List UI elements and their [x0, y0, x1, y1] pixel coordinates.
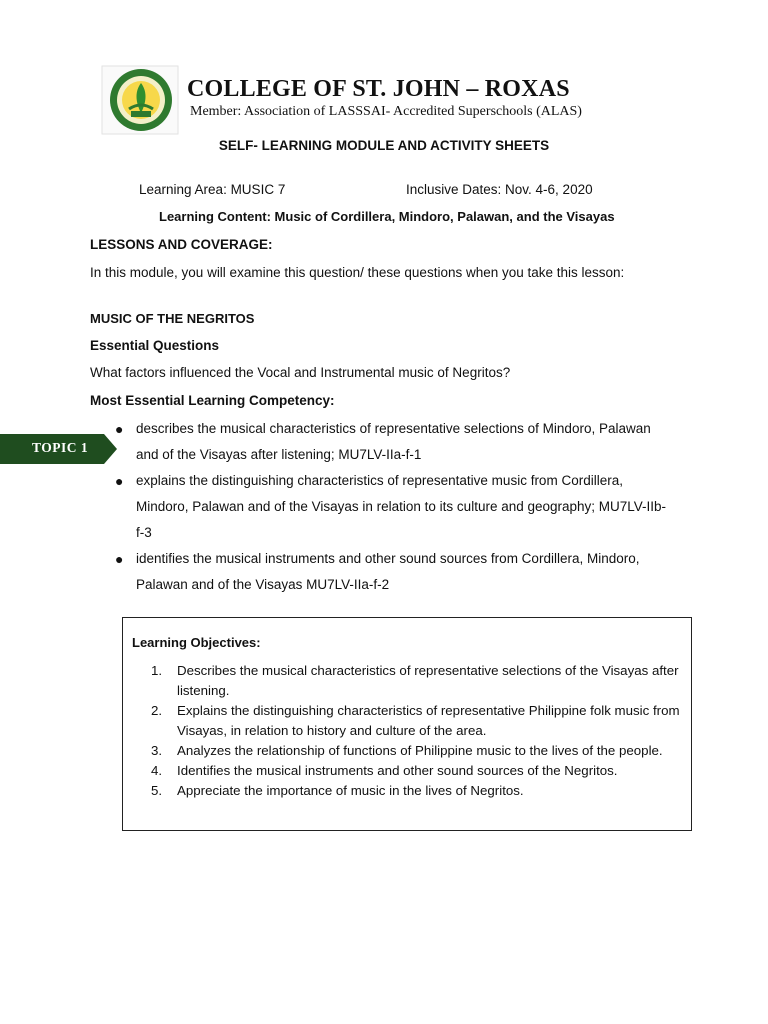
list-item [151, 781, 681, 801]
module-title: SELF- LEARNING MODULE AND ACTIVITY SHEETS [218, 138, 550, 153]
list-item [151, 661, 681, 701]
section-title: MUSIC OF THE NEGRITOS [90, 311, 255, 326]
list-item [151, 761, 681, 781]
topic-tab [0, 434, 118, 464]
college-name: COLLEGE OF ST. JOHN – ROXAS [187, 76, 570, 102]
list-item [151, 741, 681, 761]
list-item [151, 701, 681, 741]
item-number: 5. [151, 783, 163, 798]
bullet-icon: ● [115, 421, 124, 437]
competency-heading: Most Essential Learning Competency: [90, 393, 335, 408]
list-item-text: identifies the musical instruments and other sound sources from Cordillera, Mindoro, Palawan and of the Visayas MU7LV-IIa-f-2 [136, 551, 640, 592]
item-text: Analyzes the relationship of functions of Philippine music to the lives of the people. [177, 743, 663, 758]
membership-line: Member: Association of LASSSAI- Accredited Superschools (ALAS) [190, 104, 582, 119]
item-number: 1. [151, 663, 163, 678]
college-seal-icon [101, 65, 179, 135]
intro-paragraph: In this module, you will examine this question/ these questions when you take this lesson: [90, 265, 625, 280]
objectives-list [151, 661, 681, 801]
item-text: Appreciate the importance of music in the lives of Negritos. [177, 783, 524, 798]
topic-tab-label: TOPIC 1 [32, 440, 89, 455]
learning-area: Learning Area: MUSIC 7 [139, 182, 286, 197]
item-number: 4. [151, 763, 163, 778]
item-number: 3. [151, 743, 163, 758]
learning-content: Learning Content: Music of Cordillera, Mindoro, Palawan, and the Visayas [159, 209, 615, 224]
list-item-text: describes the musical characteristics of representative selections of Mindoro, Palawan and of the Visayas after listening; MU7LV-IIa-f-1 [136, 421, 651, 462]
item-number: 2. [151, 703, 163, 718]
item-text: Describes the musical characteristics of representative selections of the Visayas after listening. [177, 663, 679, 698]
item-text: Identifies the musical instruments and other sound sources of the Negritos. [177, 763, 618, 778]
item-text: Explains the distinguishing characteristics of representative Philippine folk music from Visayas, in relation to history and culture of the area. [177, 703, 680, 738]
objectives-heading: Learning Objectives: [132, 635, 261, 650]
lessons-heading: LESSONS AND COVERAGE: [90, 237, 273, 252]
learning-objectives-box [122, 617, 692, 831]
list-item [112, 546, 672, 598]
bullet-icon: ● [115, 473, 124, 489]
list-item-text: explains the distinguishing characteristics of representative music from Cordillera, Mindoro, Palawan and of the Visayas in relation to its culture and geography; MU7LV-IIb-f-3 [136, 473, 667, 540]
essential-questions-heading: Essential Questions [90, 338, 220, 353]
essential-question: What factors influenced the Vocal and Instrumental music of Negritos? [90, 365, 511, 380]
bullet-icon: ● [115, 551, 124, 567]
inclusive-dates: Inclusive Dates: Nov. 4-6, 2020 [406, 182, 593, 197]
list-item [112, 416, 672, 468]
competency-list [112, 416, 672, 598]
list-item [112, 468, 672, 546]
